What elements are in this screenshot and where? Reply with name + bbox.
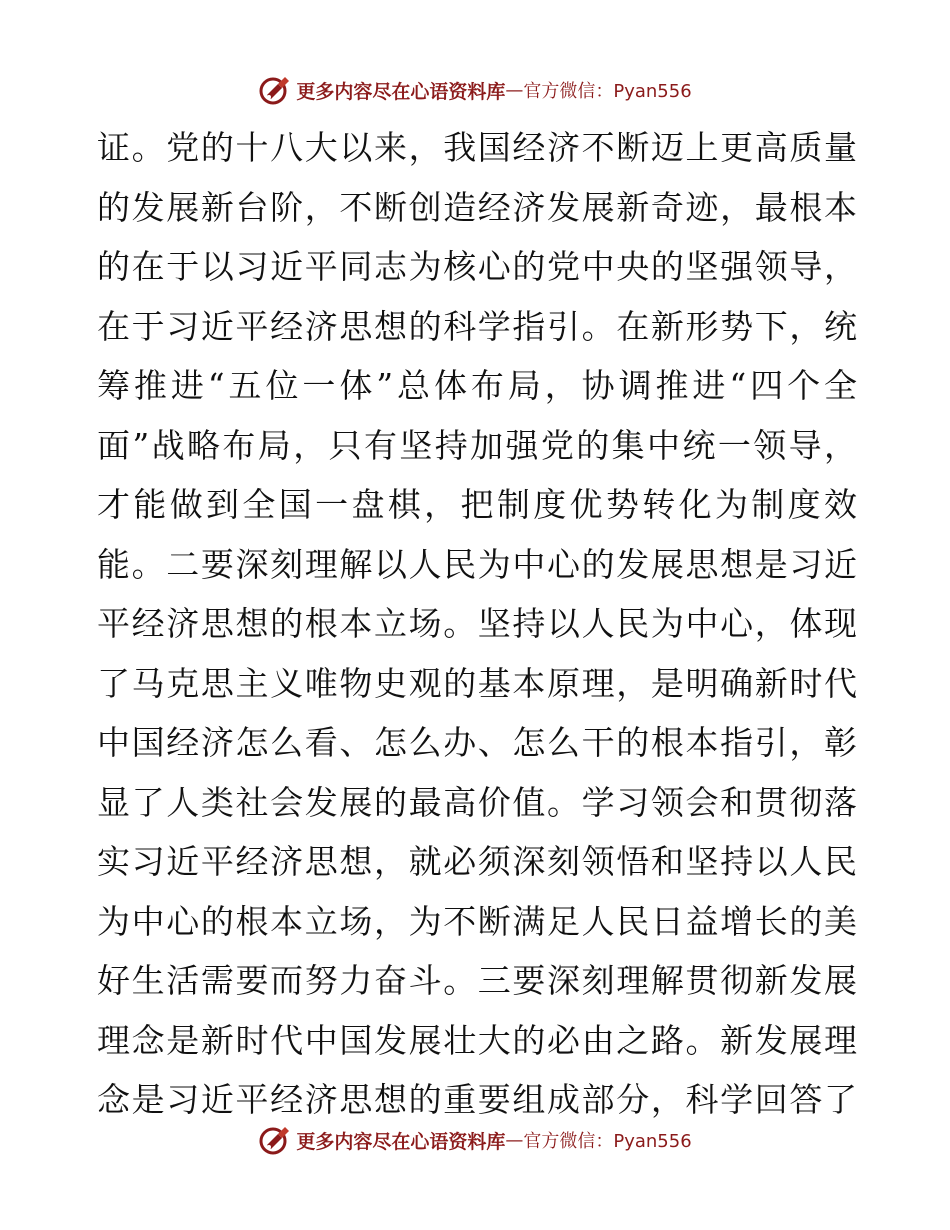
text-line: 为中心的根本立场，为不断满足人民日益增长的美: [97, 901, 857, 941]
logo-icon: [258, 1123, 292, 1157]
watermark-separator: —: [505, 79, 524, 101]
logo-icon: [258, 73, 292, 107]
text-line: 能。二要深刻理解以人民为中心的发展思想是习近: [97, 544, 857, 584]
text-line: 才能做到全国一盘棋，把制度优势转化为制度效: [97, 485, 857, 524]
text-line: 显了人类社会发展的最高价值。学习领会和贯彻落: [97, 782, 857, 822]
watermark-contact-text: 官方微信：Pyan556: [523, 1131, 692, 1152]
watermark-main-text: 更多内容尽在心语资料库: [296, 1130, 506, 1153]
watermark-contact-text: 官方微信：Pyan556: [523, 81, 692, 102]
footer-watermark: [0, 1120, 950, 1160]
watermark-separator: —: [505, 1129, 524, 1151]
text-line: 筹推进“五位一体”总体布局，协调推进“四个全: [97, 366, 857, 405]
text-line: 的发展新台阶，不断创造经济发展新奇迹，最根本: [97, 187, 857, 227]
watermark-main-text: 更多内容尽在心语资料库: [296, 80, 506, 103]
text-line: 理念是新时代中国发展壮大的必由之路。新发展理: [97, 1020, 857, 1060]
text-line: 面”战略布局，只有坚持加强党的集中统一领导，: [97, 425, 857, 465]
text-line: 了马克思主义唯物史观的基本原理，是明确新时代: [97, 663, 857, 703]
document-body: [97, 118, 857, 1130]
text-line: 念是习近平经济思想的重要组成部分，科学回答了: [97, 1080, 857, 1119]
text-line: 实习近平经济思想，就必须深刻领悟和坚持以人民: [97, 842, 857, 881]
header-watermark: [0, 70, 950, 110]
text-line: 好生活需要而努力奋斗。三要深刻理解贯彻新发展: [97, 961, 857, 1000]
text-line: 平经济思想的根本立场。坚持以人民为中心，体现: [97, 604, 857, 643]
text-line: 中国经济怎么看、怎么办、怎么干的根本指引，彰: [97, 723, 857, 762]
text-line: 证。党的十八大以来，我国经济不断迈上更高质量: [97, 128, 857, 167]
text-line: 在于习近平经济思想的科学指引。在新形势下，统: [97, 306, 857, 346]
text-line: 的在于以习近平同志为核心的党中央的坚强领导，: [97, 247, 857, 286]
